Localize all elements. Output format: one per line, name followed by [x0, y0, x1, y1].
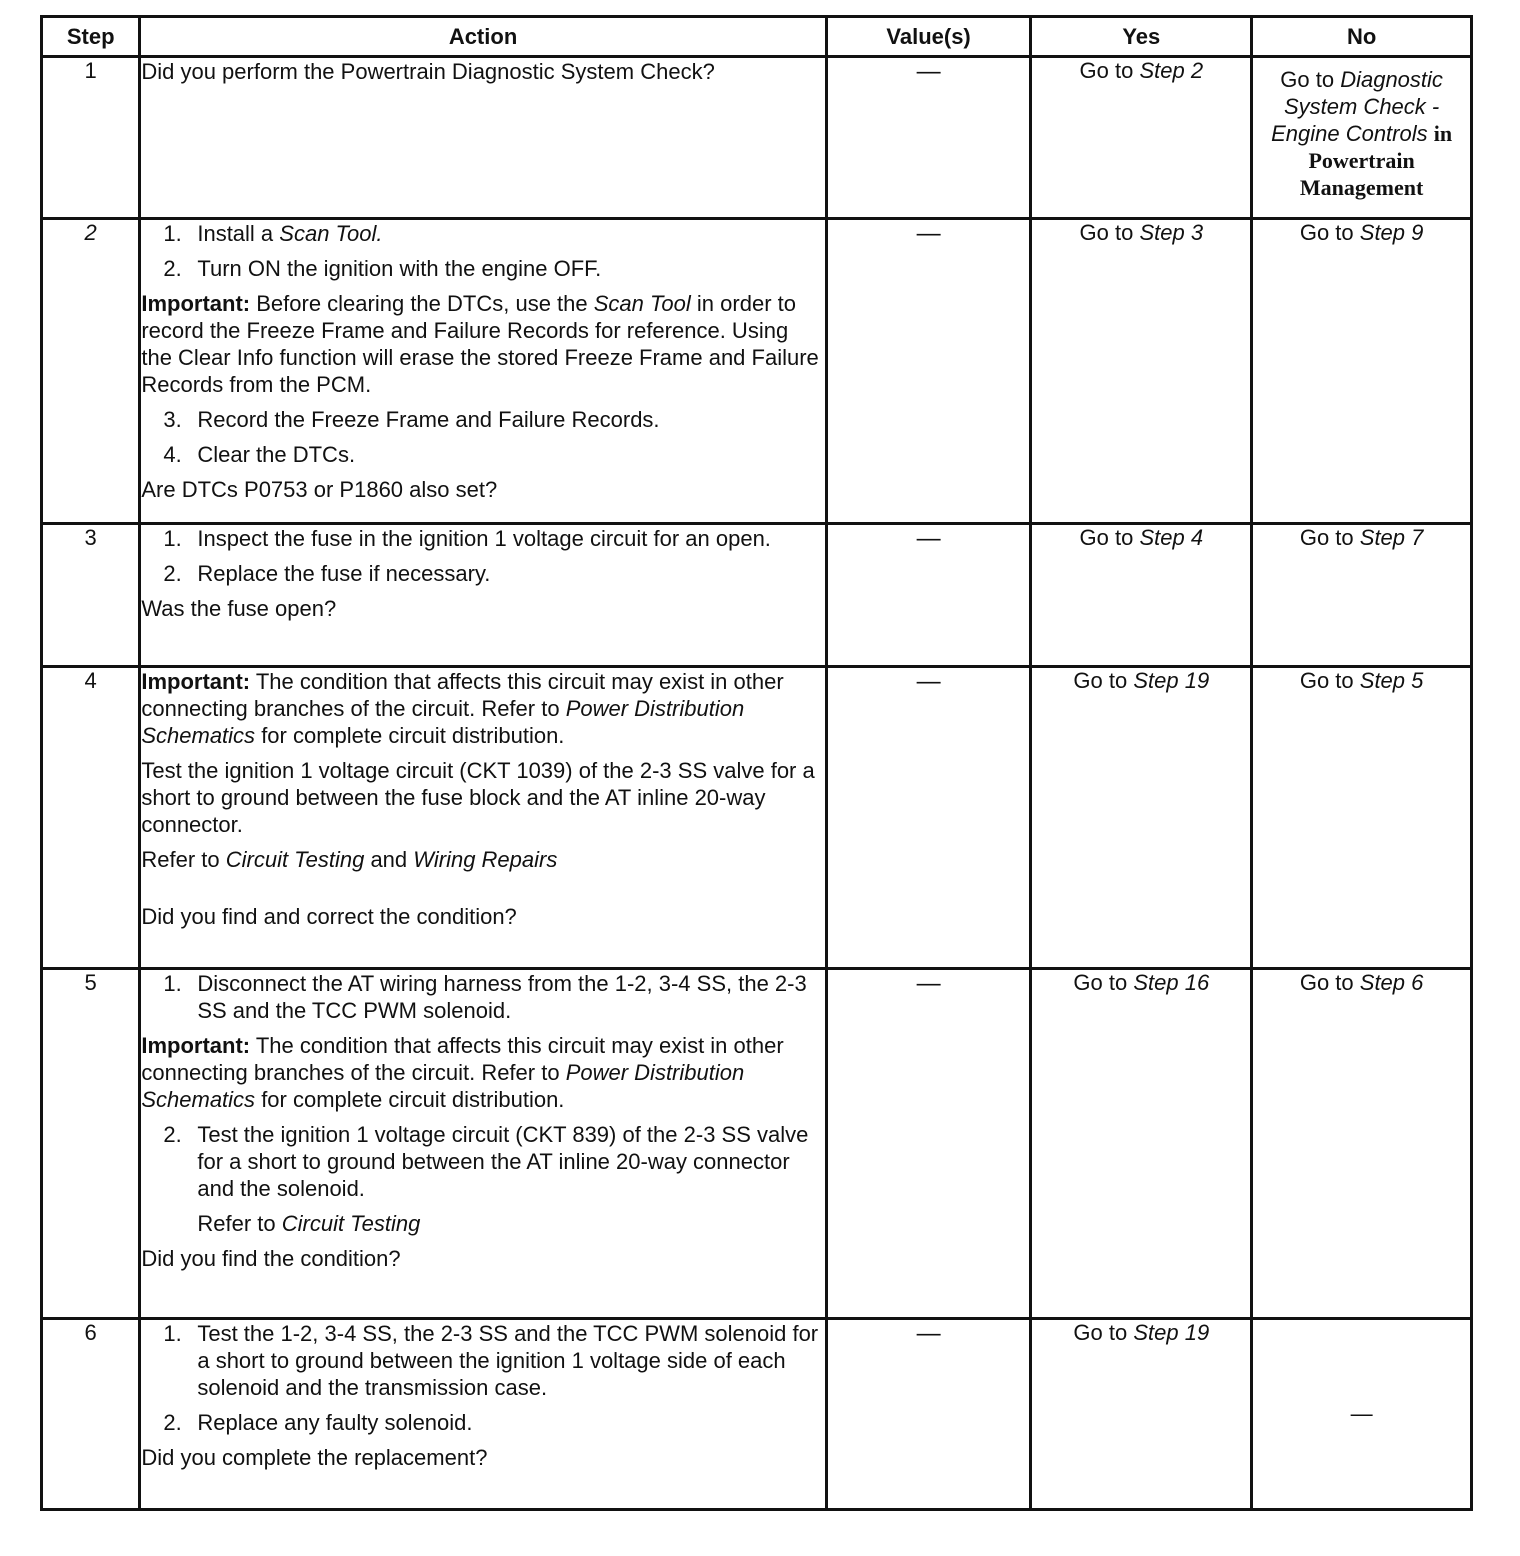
no-cell: [1252, 969, 1472, 1319]
yes-step-link[interactable]: Step 2: [1139, 58, 1204, 83]
item-text: Test the ignition 1 voltage circuit (CKT 839) of the 2-3 SS valve for a short to ground between the AT inline 20-way connector and the solenoid.: [197, 1122, 809, 1201]
refer-link-circuit-testing[interactable]: Circuit Testing: [225, 847, 365, 872]
yes-step-link[interactable]: Step 3: [1139, 220, 1204, 245]
no-prefix: Go to: [1299, 970, 1354, 995]
yes-cell: [1031, 219, 1252, 524]
refer-text: [197, 1210, 824, 1237]
important-post: in order to record the Freeze Frame and Failure Records for reference. Using the Clear Info function will erase the stored Freeze Frame and Failure Records from the PCM.: [141, 291, 819, 397]
item-pre: Install a: [197, 221, 274, 246]
refer-pre: Refer to: [141, 847, 220, 872]
refer-link-wiring-repairs[interactable]: Wiring Repairs: [413, 847, 558, 872]
yes-step-link[interactable]: Step 4: [1139, 525, 1204, 550]
important-label: Important:: [141, 1033, 251, 1058]
action-cell: [140, 969, 826, 1319]
step-number: 1: [42, 57, 140, 219]
yes-cell: [1031, 1319, 1252, 1510]
important-note: [141, 290, 824, 398]
list-item: [163, 1320, 824, 1401]
step-number: 2: [42, 219, 140, 524]
list-item: [163, 1409, 824, 1436]
value-cell: —: [826, 667, 1031, 969]
important-pre: The condition that affects this circuit may exist in other connecting branches of the circuit. Refer to: [141, 669, 784, 721]
important-emphasis: Scan Tool: [593, 291, 691, 316]
no-cell: [1252, 57, 1472, 219]
item-number: 2.: [163, 561, 182, 586]
important-pre: Before clearing the DTCs, use the: [256, 291, 588, 316]
header-action: Action: [140, 17, 826, 57]
list-item: [163, 406, 824, 433]
item-text: Record the Freeze Frame and Failure Records.: [197, 407, 660, 432]
list-item: [163, 220, 824, 247]
value-cell: —: [826, 1319, 1031, 1510]
no-step-link[interactable]: Step 7: [1359, 525, 1424, 550]
important-emphasis: Power Distribution Schematics: [141, 696, 745, 748]
no-step-link[interactable]: Diagnostic System Check - Engine Controls: [1271, 67, 1443, 146]
yes-cell: [1031, 667, 1252, 969]
table-row: [42, 524, 1472, 667]
no-step-link[interactable]: Step 6: [1359, 970, 1424, 995]
header-values: Value(s): [826, 17, 1031, 57]
test-text: Test the ignition 1 voltage circuit (CKT 1039) of the 2-3 SS valve for a short to ground between the fuse block and the AT inline 20-way connector.: [141, 758, 815, 837]
refer-link-circuit-testing[interactable]: Circuit Testing: [281, 1211, 421, 1236]
step-number: 5: [42, 969, 140, 1319]
list-item: [163, 560, 824, 587]
item-number: 2.: [163, 256, 182, 281]
step-number: 6: [42, 1319, 140, 1510]
diagnostic-table: [40, 15, 1473, 1511]
question-text: Did you find the condition?: [141, 1246, 401, 1271]
no-cell: [1252, 667, 1472, 969]
important-note: [141, 668, 824, 749]
item-text: Replace the fuse if necessary.: [197, 561, 491, 586]
value-cell: —: [826, 524, 1031, 667]
no-suffix: in Powertrain Management: [1299, 121, 1453, 200]
question-text: Did you perform the Powertrain Diagnostic System Check?: [141, 59, 715, 84]
step-number: 3: [42, 524, 140, 667]
question-text: Did you find and correct the condition?: [141, 904, 517, 929]
yes-prefix: Go to: [1079, 525, 1134, 550]
list-item: [163, 1121, 824, 1202]
header-yes: Yes: [1031, 17, 1252, 57]
yes-prefix: Go to: [1073, 668, 1128, 693]
yes-cell: [1031, 969, 1252, 1319]
item-number: 1.: [163, 526, 182, 551]
item-text: [197, 220, 824, 247]
table-row: [42, 969, 1472, 1319]
list-item: [163, 255, 824, 282]
item-number: 1.: [163, 221, 182, 246]
yes-step-link[interactable]: Step 16: [1133, 970, 1210, 995]
value-cell: —: [826, 57, 1031, 219]
yes-step-link[interactable]: Step 19: [1133, 668, 1210, 693]
list-item: [163, 525, 824, 552]
header-step: Step: [42, 17, 140, 57]
step-number: 4: [42, 667, 140, 969]
value-cell: —: [826, 219, 1031, 524]
item-text: Turn ON the ignition with the engine OFF.: [197, 256, 602, 281]
yes-prefix: Go to: [1079, 58, 1134, 83]
no-prefix: Go to: [1299, 668, 1354, 693]
important-post: for complete circuit distribution.: [261, 1087, 565, 1112]
important-post: for complete circuit distribution.: [261, 723, 565, 748]
item-number: 3.: [163, 407, 182, 432]
item-number: 4.: [163, 442, 182, 467]
refer-mid: and: [370, 847, 408, 872]
value-cell: —: [826, 969, 1031, 1319]
list-item: [163, 441, 824, 468]
item-number: 2.: [163, 1410, 182, 1435]
important-emphasis: Power Distribution Schematics: [141, 1060, 745, 1112]
refer-pre: Refer to: [197, 1211, 276, 1236]
yes-cell: [1031, 524, 1252, 667]
item-emphasis: Scan Tool.: [279, 221, 383, 246]
question-text: Are DTCs P0753 or P1860 also set?: [141, 477, 498, 502]
action-cell: [140, 524, 826, 667]
refer-text: [141, 846, 824, 873]
yes-step-link[interactable]: Step 19: [1133, 1320, 1210, 1345]
question-text: Did you complete the replacement?: [141, 1445, 488, 1470]
no-step-link[interactable]: Step 5: [1359, 668, 1424, 693]
action-cell: [140, 219, 826, 524]
item-text: Test the 1-2, 3-4 SS, the 2-3 SS and the TCC PWM solenoid for a short to ground between the ignition 1 voltage side of each solenoid and the transmission case.: [197, 1321, 819, 1400]
no-prefix: Go to: [1299, 220, 1354, 245]
table-row: [42, 57, 1472, 219]
yes-prefix: Go to: [1079, 220, 1134, 245]
item-number: 1.: [163, 1321, 182, 1346]
item-number: 2.: [163, 1122, 182, 1147]
important-label: Important:: [141, 669, 251, 694]
table-row: [42, 1319, 1472, 1510]
action-cell: [140, 1319, 826, 1510]
list-item: [163, 970, 824, 1024]
question-text: Was the fuse open?: [141, 596, 337, 621]
yes-cell: [1031, 57, 1252, 219]
no-cell: [1252, 219, 1472, 524]
no-cell: [1252, 524, 1472, 667]
no-prefix: Go to: [1299, 525, 1354, 550]
no-step-link[interactable]: Step 9: [1359, 220, 1424, 245]
action-cell: [140, 667, 826, 969]
important-pre: The condition that affects this circuit may exist in other connecting branches of the circuit. Refer to: [141, 1033, 784, 1085]
no-cell: —: [1252, 1319, 1472, 1510]
table-row: [42, 667, 1472, 969]
yes-prefix: Go to: [1073, 1320, 1128, 1345]
header-row: [42, 17, 1472, 57]
table-row: [42, 219, 1472, 524]
item-text: Clear the DTCs.: [197, 442, 356, 467]
item-text: Disconnect the AT wiring harness from the 1-2, 3-4 SS, the 2-3 SS and the TCC PWM solenoid.: [197, 971, 807, 1023]
action-cell: [140, 57, 826, 219]
no-prefix: Go to: [1280, 67, 1335, 92]
important-note: [141, 1032, 824, 1113]
important-label: Important:: [141, 291, 251, 316]
item-number: 1.: [163, 971, 182, 996]
item-text: Replace any faulty solenoid.: [197, 1410, 473, 1435]
header-no: No: [1252, 17, 1472, 57]
yes-prefix: Go to: [1073, 970, 1128, 995]
item-text: Inspect the fuse in the ignition 1 voltage circuit for an open.: [197, 526, 771, 551]
